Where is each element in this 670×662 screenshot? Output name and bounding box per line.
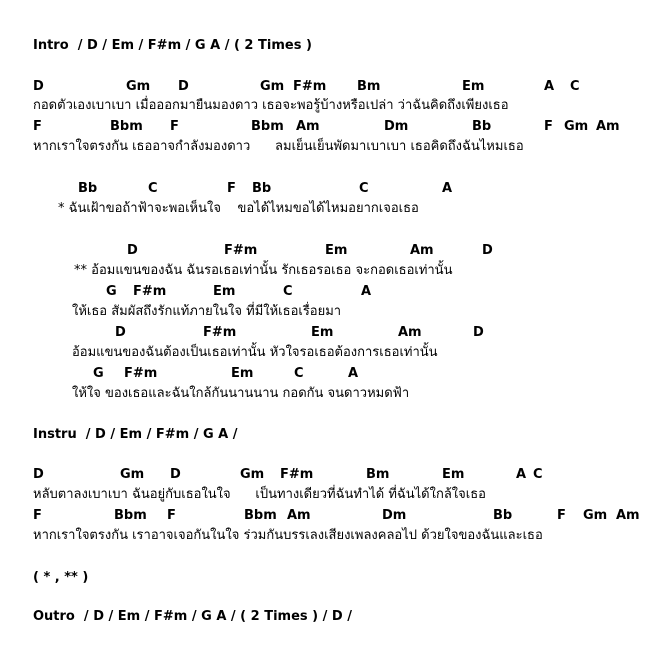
chord: F#m <box>224 243 258 258</box>
verse2-chord-row-1 <box>0 467 670 483</box>
chord: A <box>361 284 372 299</box>
chord: Dm <box>384 119 409 134</box>
chord: D <box>170 467 181 482</box>
chord: D <box>473 325 484 340</box>
chorus-lyric-2: ให้เธอ สัมผัสถึงรักแท้ภายในใจ ที่มีให้เธอเรื่อยมา <box>72 304 342 319</box>
chord: Bm <box>366 467 390 482</box>
chord: F#m <box>280 467 314 482</box>
chord: Am <box>287 508 311 523</box>
chord: D <box>482 243 493 258</box>
chord: D <box>127 243 138 258</box>
chord: Gm <box>583 508 608 523</box>
chord: A <box>442 181 453 196</box>
chord: F <box>227 181 236 196</box>
verse1-chord-row-2 <box>0 119 670 135</box>
chord: Am <box>616 508 640 523</box>
chord: Am <box>296 119 320 134</box>
chord: G <box>93 366 104 381</box>
prechorus-lyric: * ฉันเฝ้าขอถ้าฟ้าจะพอเห็นใจ ขอได้ไหมขอได้ไหมอยากเจอเธอ <box>58 201 419 216</box>
repeat-marker: ( * , ** ) <box>33 570 89 585</box>
chord: F <box>557 508 566 523</box>
verse2-chord-row-2 <box>0 508 670 524</box>
chord: C <box>359 181 369 196</box>
chord: Bbm <box>110 119 143 134</box>
chord: Gm <box>126 79 151 94</box>
chord: F <box>544 119 553 134</box>
chord: A <box>544 79 555 94</box>
chord: D <box>33 79 44 94</box>
chord: F#m <box>293 79 327 94</box>
chord: Em <box>311 325 334 340</box>
chord: Em <box>462 79 485 94</box>
chord: Em <box>325 243 348 258</box>
chord: A <box>516 467 527 482</box>
chord: Bm <box>357 79 381 94</box>
intro-line: Intro / D / Em / F#m / G A / ( 2 Times ) <box>33 38 312 53</box>
chord: Bb <box>78 181 98 196</box>
chord: A <box>348 366 359 381</box>
chord: Em <box>442 467 465 482</box>
chorus-chord-row-3 <box>0 325 670 341</box>
chord: F#m <box>133 284 167 299</box>
chorus-lyric-1: ** อ้อมแขนของฉัน ฉันรอเธอเท่านั้น รักเธอรอเธอ จะกอดเธอเท่านั้น <box>74 263 453 278</box>
chord: Bb <box>493 508 513 523</box>
chord: C <box>283 284 293 299</box>
chord: Em <box>213 284 236 299</box>
chord: D <box>178 79 189 94</box>
chord: Bb <box>472 119 492 134</box>
verse1-chord-row-1 <box>0 79 670 95</box>
verse2-lyric-2: หากเราใจตรงกัน เราอาจเจอกันในใจ ร่วมกันบรรเลงเสียงเพลงคลอไป ด้วยใจของฉันและเธอ <box>33 528 543 543</box>
chord: Bbm <box>114 508 147 523</box>
chord: Bbm <box>244 508 277 523</box>
chord: F#m <box>203 325 237 340</box>
chord: D <box>115 325 126 340</box>
verse2-lyric-1: หลับตาลงเบาเบา ฉันอยู่กับเธอในใจ เป็นทางเดียวที่ฉันทำได้ ที่ฉันได้ใกล้ใจเธอ <box>33 487 486 502</box>
chord: Gm <box>120 467 145 482</box>
chord: Am <box>398 325 422 340</box>
chord: Dm <box>382 508 407 523</box>
chord: D <box>33 467 44 482</box>
verse1-lyric-1: กอดตัวเองเบาเบา เมื่อออกมายืนมองดาว เธอจะพอรู้บ้างหรือเปล่า ว่าฉันคิดถึงเพียงเธอ <box>33 98 509 113</box>
chord: Gm <box>240 467 265 482</box>
prechorus-chord-row <box>0 181 670 197</box>
instru-line: Instru / D / Em / F#m / G A / <box>33 427 238 442</box>
chorus-lyric-4: ให้ใจ ของเธอและฉันใกล้กันนานนาน กอดกัน จนดาวหมดฟ้า <box>72 386 410 401</box>
chord: Em <box>231 366 254 381</box>
chord: C <box>148 181 158 196</box>
chord: Gm <box>260 79 285 94</box>
chorus-chord-row-4 <box>0 366 670 382</box>
chord: Bb <box>252 181 272 196</box>
chorus-chord-row-1 <box>0 243 670 259</box>
chorus-lyric-3: อ้อมแขนของฉันต้องเป็นเธอเท่านั้น หัวใจรอเธอต้องการเธอเท่านั้น <box>72 345 438 360</box>
chord: F <box>33 119 42 134</box>
chord: C <box>570 79 580 94</box>
chord: Am <box>410 243 434 258</box>
chord: Am <box>596 119 620 134</box>
outro-line: Outro / D / Em / F#m / G A / ( 2 Times ) / D / <box>33 609 352 624</box>
chord: Gm <box>564 119 589 134</box>
chord: F#m <box>124 366 158 381</box>
chord: F <box>170 119 179 134</box>
chord: F <box>167 508 176 523</box>
chord: C <box>533 467 543 482</box>
verse1-lyric-2: หากเราใจตรงกัน เธออาจกำลังมองดาว ลมเย็นเย็นพัดมาเบาเบา เธอคิดถึงฉันไหมเธอ <box>33 139 524 154</box>
chorus-chord-row-2 <box>0 284 670 300</box>
chord: F <box>33 508 42 523</box>
chord: G <box>106 284 117 299</box>
chord: Bbm <box>251 119 284 134</box>
chord: C <box>294 366 304 381</box>
